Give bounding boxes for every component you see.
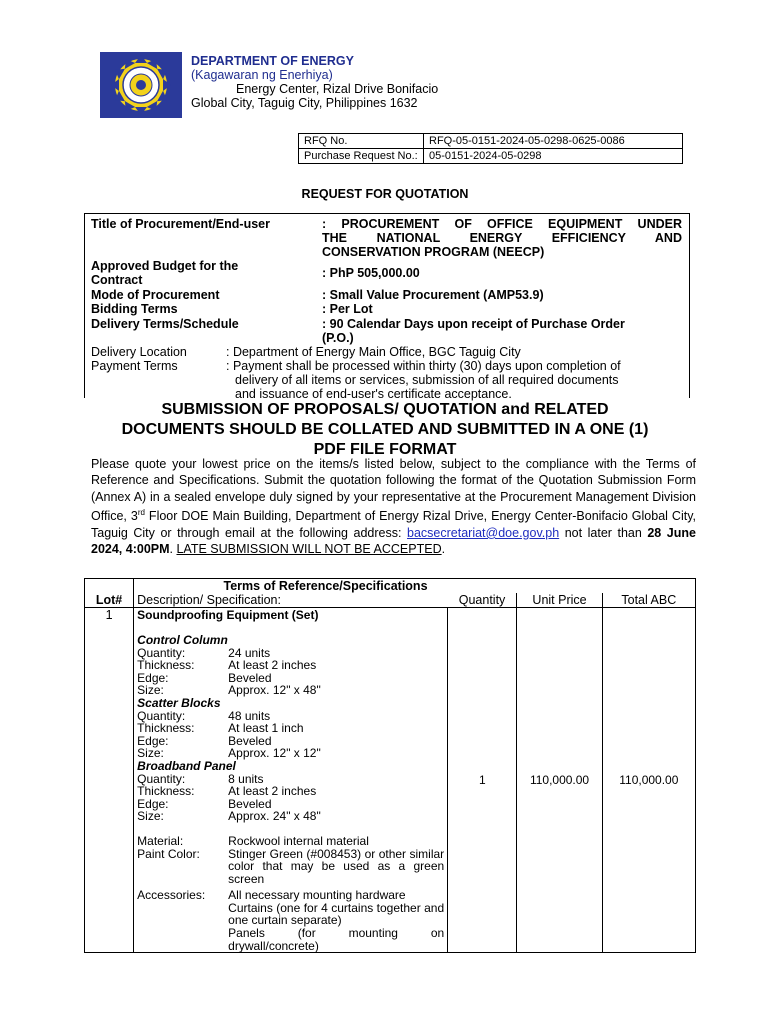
spec-value: Stinger Green (#008453) or other similar color that may be used as a green screen (228, 846, 445, 886)
para-text-5: . (441, 542, 446, 557)
address-line-2: Global City, Taguig City, Philippines 1632 (191, 96, 418, 110)
submission-heading-line-3: PDF FILE FORMAT (313, 441, 457, 458)
spec-key: Size: (137, 809, 164, 824)
spec-value: At least 1 inch (228, 721, 304, 736)
para-text-4: . (169, 542, 177, 557)
row-lot: 1 (85, 608, 134, 953)
rfq-label: RFQ No. (299, 134, 424, 149)
spec-group-title: Control Column (137, 633, 228, 647)
spec-key: Paint Color: (137, 846, 200, 861)
corner-cell (85, 579, 134, 594)
payment-label: Payment Terms (91, 359, 178, 373)
submission-heading-line-2: DOCUMENTS SHOULD BE COLLATED AND SUBMITTED IN A ONE (1) (121, 421, 649, 438)
row-quantity: 1 (448, 608, 517, 953)
spec-value: Approx. 24" x 48" (228, 809, 321, 824)
payment-value (226, 359, 621, 401)
spec-value: Curtains (one for 4 curtains together and one curtain separate) (228, 900, 445, 928)
spec-key: Edge: (137, 670, 169, 685)
title-value (322, 217, 682, 259)
email-link[interactable]: bacsecretariat@doe.gov.ph (407, 525, 560, 540)
payment-value-line-3: and issuance of end-user's certificate acceptance. (235, 387, 512, 401)
spec-key: Quantity: (137, 708, 186, 723)
location-label: Delivery Location (91, 345, 187, 359)
bidding-label: Bidding Terms (91, 302, 178, 316)
spec-value: All necessary mounting hardware (228, 888, 406, 903)
abc-label-line-1: Approved Budget for the (91, 259, 239, 273)
row-description (134, 608, 448, 953)
abc-value: : PhP 505,000.00 (322, 266, 420, 280)
spec-group-title: Broadband Panel (137, 758, 236, 773)
spec-key: Thickness: (137, 721, 195, 736)
submission-heading (0, 400, 770, 460)
spec-key: Thickness: (137, 658, 195, 673)
pr-label: Purchase Request No.: (299, 149, 424, 164)
spec-value: At least 2 inches (228, 658, 317, 673)
spec-key: Quantity: (137, 645, 186, 660)
address-line-1: Energy Center, Rizal Drive Bonifacio (236, 82, 439, 96)
spec-value: Rockwool internal material (228, 833, 369, 848)
doe-seal-icon (100, 52, 182, 118)
payment-value-line-1: : Payment shall be processed within thirty (30) days upon completion of (226, 359, 621, 373)
spec-key: Thickness: (137, 784, 195, 799)
spec-key: Edge: (137, 733, 169, 748)
para-text-1: Please quote your lowest price on the items/s listed below, subject to the compliance with the Terms of Reference and Specifications. Submit the quotation following the format of the Quotation Submission Form (Annex A) in a sealed envelope duly signed by your representative at the Procurement Management Division Office, 3 (91, 457, 696, 524)
spec-value: Beveled (228, 670, 272, 685)
header-total-abc: Total ABC (602, 593, 695, 608)
pr-value: 05-0151-2024-05-0298 (424, 149, 683, 164)
spec-key: Edge: (137, 796, 169, 811)
title-value-line-2: THE NATIONAL ENERGY EFFICIENCY AND (322, 231, 682, 245)
spec-value: 48 units (228, 708, 271, 723)
delivery-label: Delivery Terms/Schedule (91, 317, 239, 331)
title-value-line-3: CONSERVATION PROGRAM (NEECP) (322, 245, 545, 259)
department-name: DEPARTMENT OF ENERGY (191, 54, 354, 68)
location-value: : Department of Energy Main Office, BGC Taguig City (226, 345, 521, 359)
document-title: REQUEST FOR QUOTATION (301, 187, 469, 201)
rfq-reference-table (298, 133, 683, 164)
bidding-value: : Per Lot (322, 302, 373, 316)
para-superscript: rd (137, 508, 145, 518)
rfq-value: RFQ-05-0151-2024-05-0298-0625-0086 (424, 134, 683, 149)
spec-value: Approx. 12" x 48" (228, 683, 321, 698)
row-total-abc: 110,000.00 (602, 608, 695, 953)
delivery-value-line-2: (P.O.) (322, 331, 354, 345)
abc-label-line-2: Contract (91, 273, 143, 287)
deadline-text: 28 June 2024, 4:00PM (91, 525, 696, 557)
title-value-line-1: : PROCUREMENT OF OFFICE EQUIPMENT UNDER (322, 217, 682, 231)
mode-value: : Small Value Procurement (AMP53.9) (322, 288, 544, 302)
item-title: Soundproofing Equipment (Set) (137, 608, 319, 622)
para-text-2: Floor DOE Main Building, Department of Energy Rizal Drive, Energy Center-Bonifacio Global City, Taguig City or through email at the following address: (91, 509, 696, 540)
late-submission-notice: LATE SUBMISSION WILL NOT BE ACCEPTED (176, 542, 442, 557)
payment-value-line-2: delivery of all items or services, submission of all required documents (235, 373, 619, 387)
spec-value: At least 2 inches (228, 784, 317, 799)
para-text-3: not later than (559, 525, 648, 540)
submission-heading-line-1: SUBMISSION OF PROPOSALS/ QUOTATION and RELATED (161, 401, 609, 418)
delivery-value (322, 317, 625, 345)
spec-key: Quantity: (137, 771, 186, 786)
department-subtitle: (Kagawaran ng Enerhiya) (191, 68, 333, 82)
spec-key: Accessories: (137, 888, 206, 903)
tor-title-spacer (517, 579, 696, 594)
instructions-paragraph (91, 456, 696, 558)
spec-value: Beveled (228, 796, 272, 811)
spec-value: 8 units (228, 771, 264, 786)
header-lot: Lot# (85, 593, 134, 608)
spec-key: Size: (137, 683, 164, 698)
table-row (85, 608, 696, 953)
header-description: Description/ Specification: (134, 593, 448, 608)
abc-label (91, 259, 238, 287)
items-table (84, 578, 696, 953)
spec-key: Size: (137, 746, 164, 761)
spec-value: 24 units (228, 645, 271, 660)
title-label: Title of Procurement/End-user (91, 217, 270, 231)
spec-group-title: Scatter Blocks (137, 695, 221, 710)
spec-value: Approx. 12" x 12" (228, 746, 321, 761)
spec-list (137, 634, 444, 952)
spec-key: Material: (137, 833, 184, 848)
tor-title: Terms of Reference/Specifications (134, 579, 517, 594)
row-unit-price: 110,000.00 (517, 608, 602, 953)
header-quantity: Quantity (448, 593, 517, 608)
delivery-value-line-1: : 90 Calendar Days upon receipt of Purchase Order (322, 317, 625, 331)
header-unit-price: Unit Price (517, 593, 602, 608)
spec-value: Beveled (228, 733, 272, 748)
mode-label: Mode of Procurement (91, 288, 220, 302)
spec-value: Panels (for mounting on drywall/concrete) (228, 926, 445, 953)
